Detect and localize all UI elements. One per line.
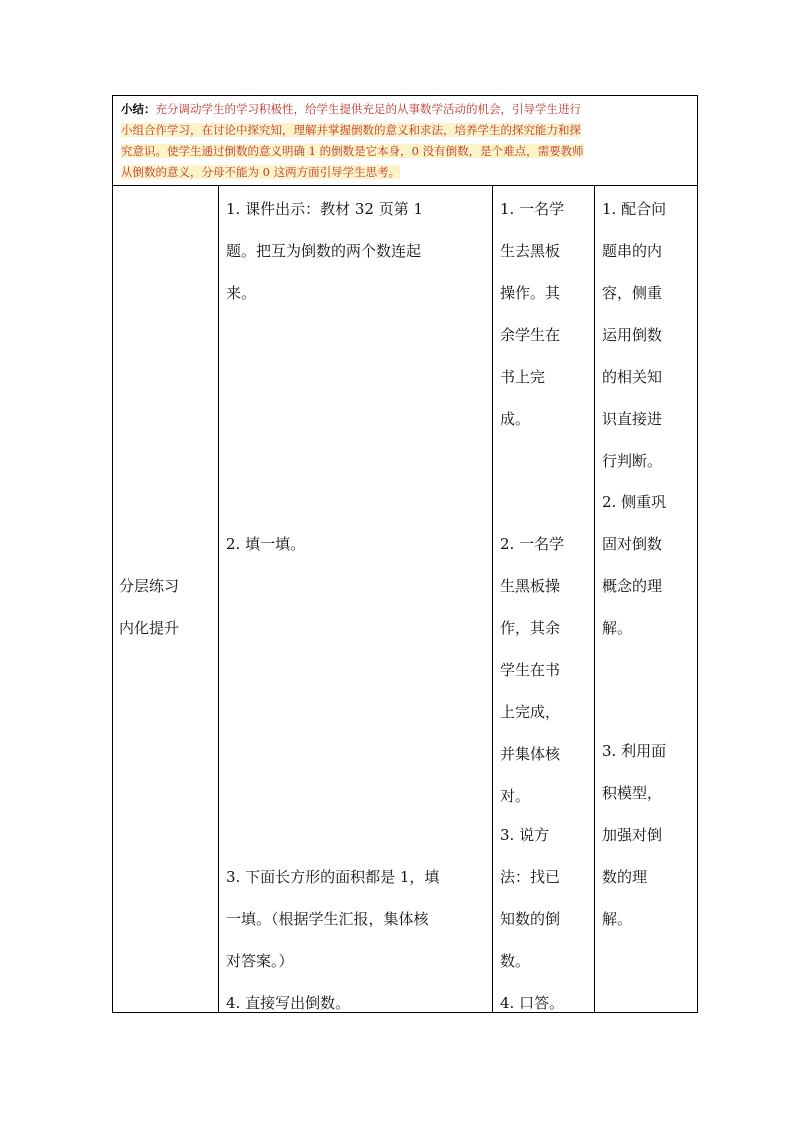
teacher-item-3-line-1: 3. 下面长方形的面积都是 1，填 xyxy=(226,868,440,886)
summary-line-3: 究意识。使学生通过倒数的意义明确 1 的倒数是它本身，0 没有倒数，是个难点，需要教师 xyxy=(121,144,584,158)
student-item-1-line-1: 1. 一名学 xyxy=(500,200,565,218)
student-item-1-line-5: 书上完 xyxy=(500,368,546,386)
teacher-item-4 xyxy=(226,982,486,1024)
stage-line-2: 内化提升 xyxy=(119,619,180,637)
student-item-2 xyxy=(500,523,588,817)
teacher-item-2 xyxy=(226,523,486,565)
intent-item-1-line-3: 容，侧重 xyxy=(602,284,663,302)
student-item-4 xyxy=(500,982,588,1024)
student-item-3-line-3: 知数的倒 xyxy=(500,910,561,928)
student-item-4-line-1: 4. 口答。 xyxy=(500,994,565,1012)
design-intent-cell xyxy=(595,186,698,1013)
student-item-1-line-3: 操作。其 xyxy=(500,284,561,302)
student-item-3 xyxy=(500,814,588,982)
intent-item-3-line-5: 解。 xyxy=(602,910,633,928)
student-item-3-line-4: 数。 xyxy=(500,952,531,970)
student-item-2-line-1: 2. 一名学 xyxy=(500,535,565,553)
intent-item-1-line-1: 1. 配合问 xyxy=(602,200,667,218)
intent-item-2-line-3: 概念的理 xyxy=(602,577,663,595)
student-item-1-line-6: 成。 xyxy=(500,410,531,428)
summary-line-4: 从倒数的意义，分母不能为 0 这两方面引导学生思考。 xyxy=(121,165,401,179)
intent-item-3-line-3: 加强对倒 xyxy=(602,826,663,844)
intent-item-3 xyxy=(602,730,691,940)
stage-cell xyxy=(113,186,219,1013)
student-item-1-line-4: 余学生在 xyxy=(500,326,561,344)
student-item-2-line-4: 学生在书 xyxy=(500,661,561,679)
lesson-plan-table xyxy=(112,95,698,1013)
student-item-3-line-2: 法：找已 xyxy=(500,868,561,886)
summary-cell xyxy=(113,96,698,186)
student-item-1 xyxy=(500,188,588,440)
summary-label: 小结： xyxy=(121,102,156,116)
intent-item-3-line-2: 积模型， xyxy=(602,784,663,802)
teacher-item-1-line-3: 来。 xyxy=(226,284,257,302)
student-item-1-line-2: 生去黑板 xyxy=(500,242,561,260)
summary-box xyxy=(113,96,697,185)
intent-item-1 xyxy=(602,188,691,482)
teacher-item-1 xyxy=(226,188,486,314)
teacher-item-2-line-1: 2. 填一填。 xyxy=(226,535,306,553)
intent-item-2 xyxy=(602,481,691,649)
student-item-3-line-1: 3. 说方 xyxy=(500,826,550,844)
student-item-2-line-5: 上完成， xyxy=(500,703,561,721)
intent-item-1-line-2: 题串的内 xyxy=(602,242,663,260)
summary-line-1: 充分调动学生的学习积极性，给学生提供充足的从事数学活动的机会，引导学生进行 xyxy=(155,102,581,116)
student-activity-cell xyxy=(493,186,595,1013)
practice-row xyxy=(113,186,698,1013)
teacher-item-1-line-2: 题。把互为倒数的两个数连起 xyxy=(226,242,422,260)
student-item-2-line-7: 对。 xyxy=(500,787,531,805)
stage-label xyxy=(113,565,218,649)
intent-item-1-line-5: 的相关知 xyxy=(602,368,663,386)
intent-item-1-line-4: 运用倒数 xyxy=(602,326,663,344)
summary-row xyxy=(113,96,698,186)
intent-item-1-line-6: 识直接进 xyxy=(602,410,663,428)
stage-line-1: 分层练习 xyxy=(119,577,180,595)
student-item-2-line-3: 作，其余 xyxy=(500,619,561,637)
summary-line-2: 小组合作学习，在讨论中探究知，理解并掌握倒数的意义和求法，培养学生的探究能力和探 xyxy=(121,123,581,137)
intent-item-3-line-4: 数的理 xyxy=(602,868,648,886)
teacher-item-1-line-1: 1. 课件出示：教材 32 页第 1 xyxy=(226,200,424,218)
teacher-item-3-line-2: 一填。（根据学生汇报，集体核 xyxy=(226,910,429,928)
intent-item-1-line-7: 行判断。 xyxy=(602,452,663,470)
teacher-item-3 xyxy=(226,856,486,982)
student-item-2-line-2: 生黑板操 xyxy=(500,577,561,595)
intent-item-3-line-1: 3. 利用面 xyxy=(602,742,667,760)
student-item-2-line-6: 并集体核 xyxy=(500,745,561,763)
intent-item-2-line-1: 2. 侧重巩 xyxy=(602,493,667,511)
teacher-item-3-line-3: 对答案。） xyxy=(226,952,294,970)
teacher-activity-cell xyxy=(219,186,493,1013)
intent-item-2-line-2: 固对倒数 xyxy=(602,535,663,553)
intent-item-2-line-4: 解。 xyxy=(602,619,633,637)
teacher-item-4-line-1: 4. 直接写出倒数。 xyxy=(226,994,351,1012)
